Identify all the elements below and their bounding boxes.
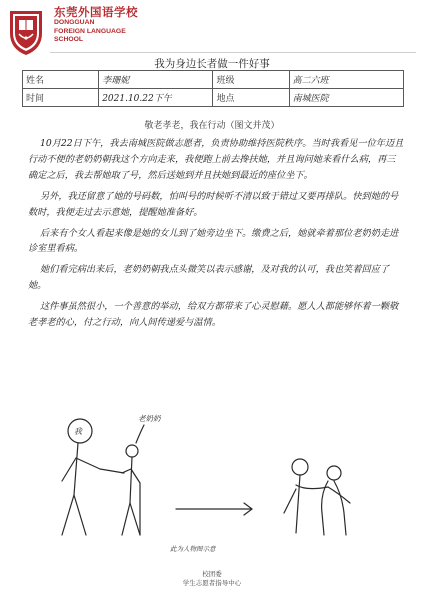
transition-arrow-icon (176, 503, 252, 515)
drawing-label-grandma: 老奶奶 (138, 414, 161, 423)
handwritten-essay (28, 136, 404, 333)
school-shield-logo-icon (4, 7, 48, 57)
document-title: 我为身边长者做一件好事 (154, 58, 270, 70)
name-label: 姓名 (23, 71, 99, 89)
essay-paragraph-2: 另外，我还留意了她的号码数，怕叫号的时候听不清以致于错过又要再排队。快到她的号数时，我便走过去示意她，提醒她准备好。 (28, 190, 399, 218)
stick-figure-grandma (122, 445, 140, 535)
time-value: 2021.10.22下午 (99, 89, 213, 107)
time-label: 时间 (23, 89, 99, 107)
info-row-time (23, 89, 404, 107)
school-name-en-line3: SCHOOL (54, 36, 84, 44)
school-name-en-line2: FOREIGN LANGUAGE (54, 27, 126, 35)
essay-paragraph-4: 她们看完病出来后，老奶奶朝我点头微笑以表示感谢，及对我的认可，我也笑着回应了她。 (28, 264, 390, 292)
grandma-pointer (136, 425, 144, 443)
class-value: 高二六班 (289, 71, 403, 89)
drawing-label-me: 我 (74, 427, 82, 436)
info-row-name (23, 71, 404, 89)
footer-line-1: 校团委 (202, 570, 222, 578)
header-divider (50, 52, 416, 53)
school-name-cn: 东莞外国语学校 (54, 5, 138, 19)
essay-paragraph-5: 这件事虽然很小，一个善意的举动，给双方都带来了心灵慰藉。愿人人都能够怀着一颗敬老孝老的心，付之行动，向人间传递爱与温情。 (28, 301, 399, 329)
stick-figure-me (62, 419, 124, 535)
school-name-en-line1: DONGGUAN (54, 19, 95, 26)
document-footer (0, 570, 424, 588)
place-value: 南城医院 (289, 89, 403, 107)
name-value: 李珊妮 (99, 71, 213, 89)
info-table (22, 70, 404, 107)
drawing-caption: 此为人物图示意 (170, 545, 216, 553)
essay-paragraph-3: 后来有个女人看起来像是她的女儿到了她旁边坐下。缴费之后，她就牵着那位老奶奶走进诊室里看病。 (28, 227, 399, 255)
section-subtitle: 敬老孝老，我在行动（图文并茂） (144, 121, 280, 131)
footer-line-2: 学生志愿者指导中心 (182, 579, 242, 587)
class-label: 班级 (213, 71, 289, 89)
essay-paragraph-1: 10月22日下午，我去南城医院做志愿者，负责协助维持医院秩序。当时我看见一位年迈且行动不便的老奶奶朝我这个方向走来，我便跑上前去搀扶她，并且询问她来看什么病，再三确定之后，我去帮她取了号，然后送她到并且扶她到最近的座位坐下。 (28, 138, 404, 181)
school-name-en (54, 19, 126, 45)
hand-drawing (28, 403, 400, 543)
stick-figures-hug (284, 459, 350, 535)
place-label: 地点 (213, 89, 289, 107)
